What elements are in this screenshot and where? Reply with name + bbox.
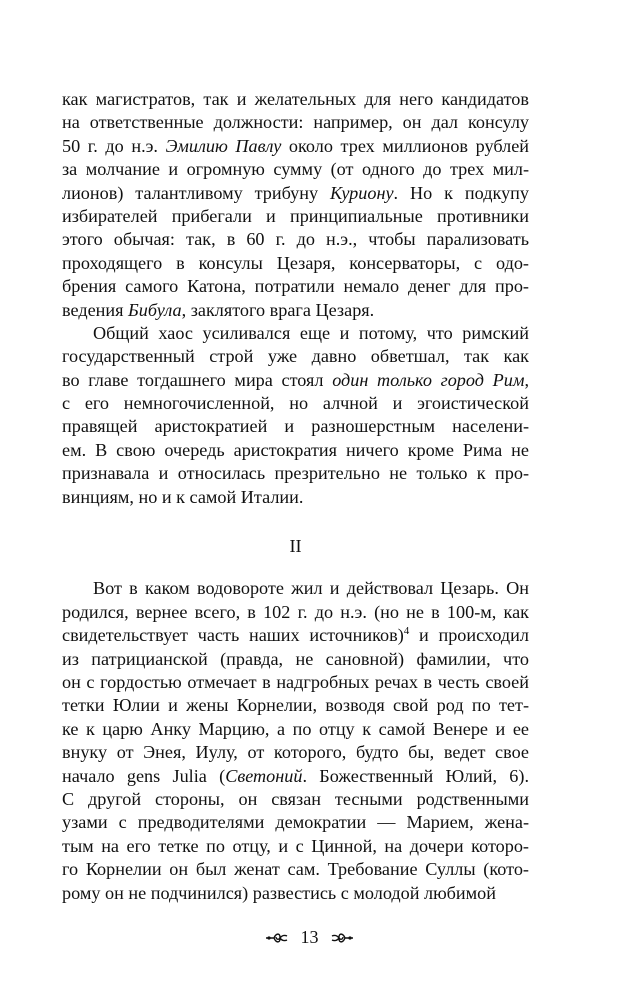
paragraph-2 — [62, 322, 529, 509]
italic-span: один только город Рим — [332, 369, 525, 390]
text-line: го Корнелии он был женат сам. Требование Суллы (кото- — [62, 859, 529, 880]
text-line: на ответственные должности: например, он дал консулу — [62, 112, 529, 133]
text-line: лионов) талантливому трибуну Куриону. Но к подкупу — [62, 182, 529, 203]
text-line: избирателей прибегали и принципиальные противники — [62, 205, 529, 226]
text-line: государственный строй уже давно обветшал, так как — [62, 346, 529, 367]
text-line: узами с предводителями демократии — Марием, жена- — [62, 812, 529, 833]
text-line: начало gens Julia (Светоний. Божественный Юлий, 6). — [62, 765, 530, 786]
italic-span: Куриону — [330, 182, 394, 203]
text-line: Вот в каком водовороте жил и действовал Цезарь. Он — [93, 578, 529, 599]
page-body — [62, 88, 529, 905]
text-line: он с гордостью отмечает в надгробных речах в честь своей — [62, 671, 529, 692]
text-line: этого обычая: так, в 60 г. до н.э., чтобы парализовать — [62, 229, 529, 250]
text-line: во главе тогдашнего мира стоял один только город Рим, — [62, 369, 529, 390]
text-line: признавала и относилась презрительно не только к про- — [62, 463, 529, 484]
right-ornament-icon — [329, 931, 355, 945]
section-heading: II — [289, 536, 302, 557]
text-line: 50 г. до н.э. Эмилию Павлу около трех миллионов рублей — [62, 135, 530, 156]
italic-span: Бибула — [128, 299, 182, 320]
paragraph-3 — [62, 577, 529, 904]
text-line: тетки Юлии и жены Корнелии, возводя свой род по тет- — [62, 695, 529, 716]
text-line: проходящего в консулы Цезаря, консерваторы, с одо- — [62, 252, 529, 273]
text-line: с его немногочисленной, но алчной и эгоистической — [62, 393, 529, 414]
text-line: за молчание и огромную сумму (от одного до трех мил- — [62, 159, 529, 180]
text-line: брения самого Катона, потратили немало денег для про- — [62, 276, 529, 297]
text-line: С другой стороны, он связан тесными родственными — [62, 788, 529, 809]
text-line: рому он не подчинился) развестись с молодой любимой — [62, 882, 497, 903]
italic-span: Светоний — [225, 765, 303, 786]
page-number: 13 — [300, 927, 319, 948]
text-line: ем. В свою очередь аристократия ничего кроме Рима не — [62, 439, 529, 460]
text-line: как магистратов, так и желательных для него кандидатов — [62, 89, 529, 109]
footnote-marker: 4 — [403, 625, 410, 638]
text-line: ке к царю Анку Марцию, а по отцу к самой Венере и ее — [62, 718, 529, 739]
text-line: родился, вернее всего, в 102 г. до н.э. (но не в 100-м, как — [62, 601, 529, 622]
left-ornament-icon — [264, 931, 290, 945]
paragraph-1 — [62, 88, 529, 322]
text-line: винциям, но и к самой Италии. — [62, 486, 304, 507]
text-line: Общий хаос усиливался еще и потому, что римский — [93, 322, 529, 343]
text-line: внуку от Энея, Иулу, от которого, будто бы, ведет свое — [62, 742, 529, 763]
text-line: правящей аристократией и разношерстным населени- — [62, 416, 529, 437]
text-line: тым на его тетке по отцу, и с Цинной, на дочери которо- — [62, 835, 529, 856]
italic-span: Эмилию Павлу — [165, 135, 282, 156]
text-line: из патрицианской (правда, не сановной) фамилии, что — [62, 648, 529, 669]
text-line: свидетельствует часть наших источников)$^4$ и происходил — [62, 625, 529, 646]
page-footer — [0, 926, 619, 948]
text-line: ведения Бибула, заклятого врага Цезаря. — [62, 299, 375, 320]
